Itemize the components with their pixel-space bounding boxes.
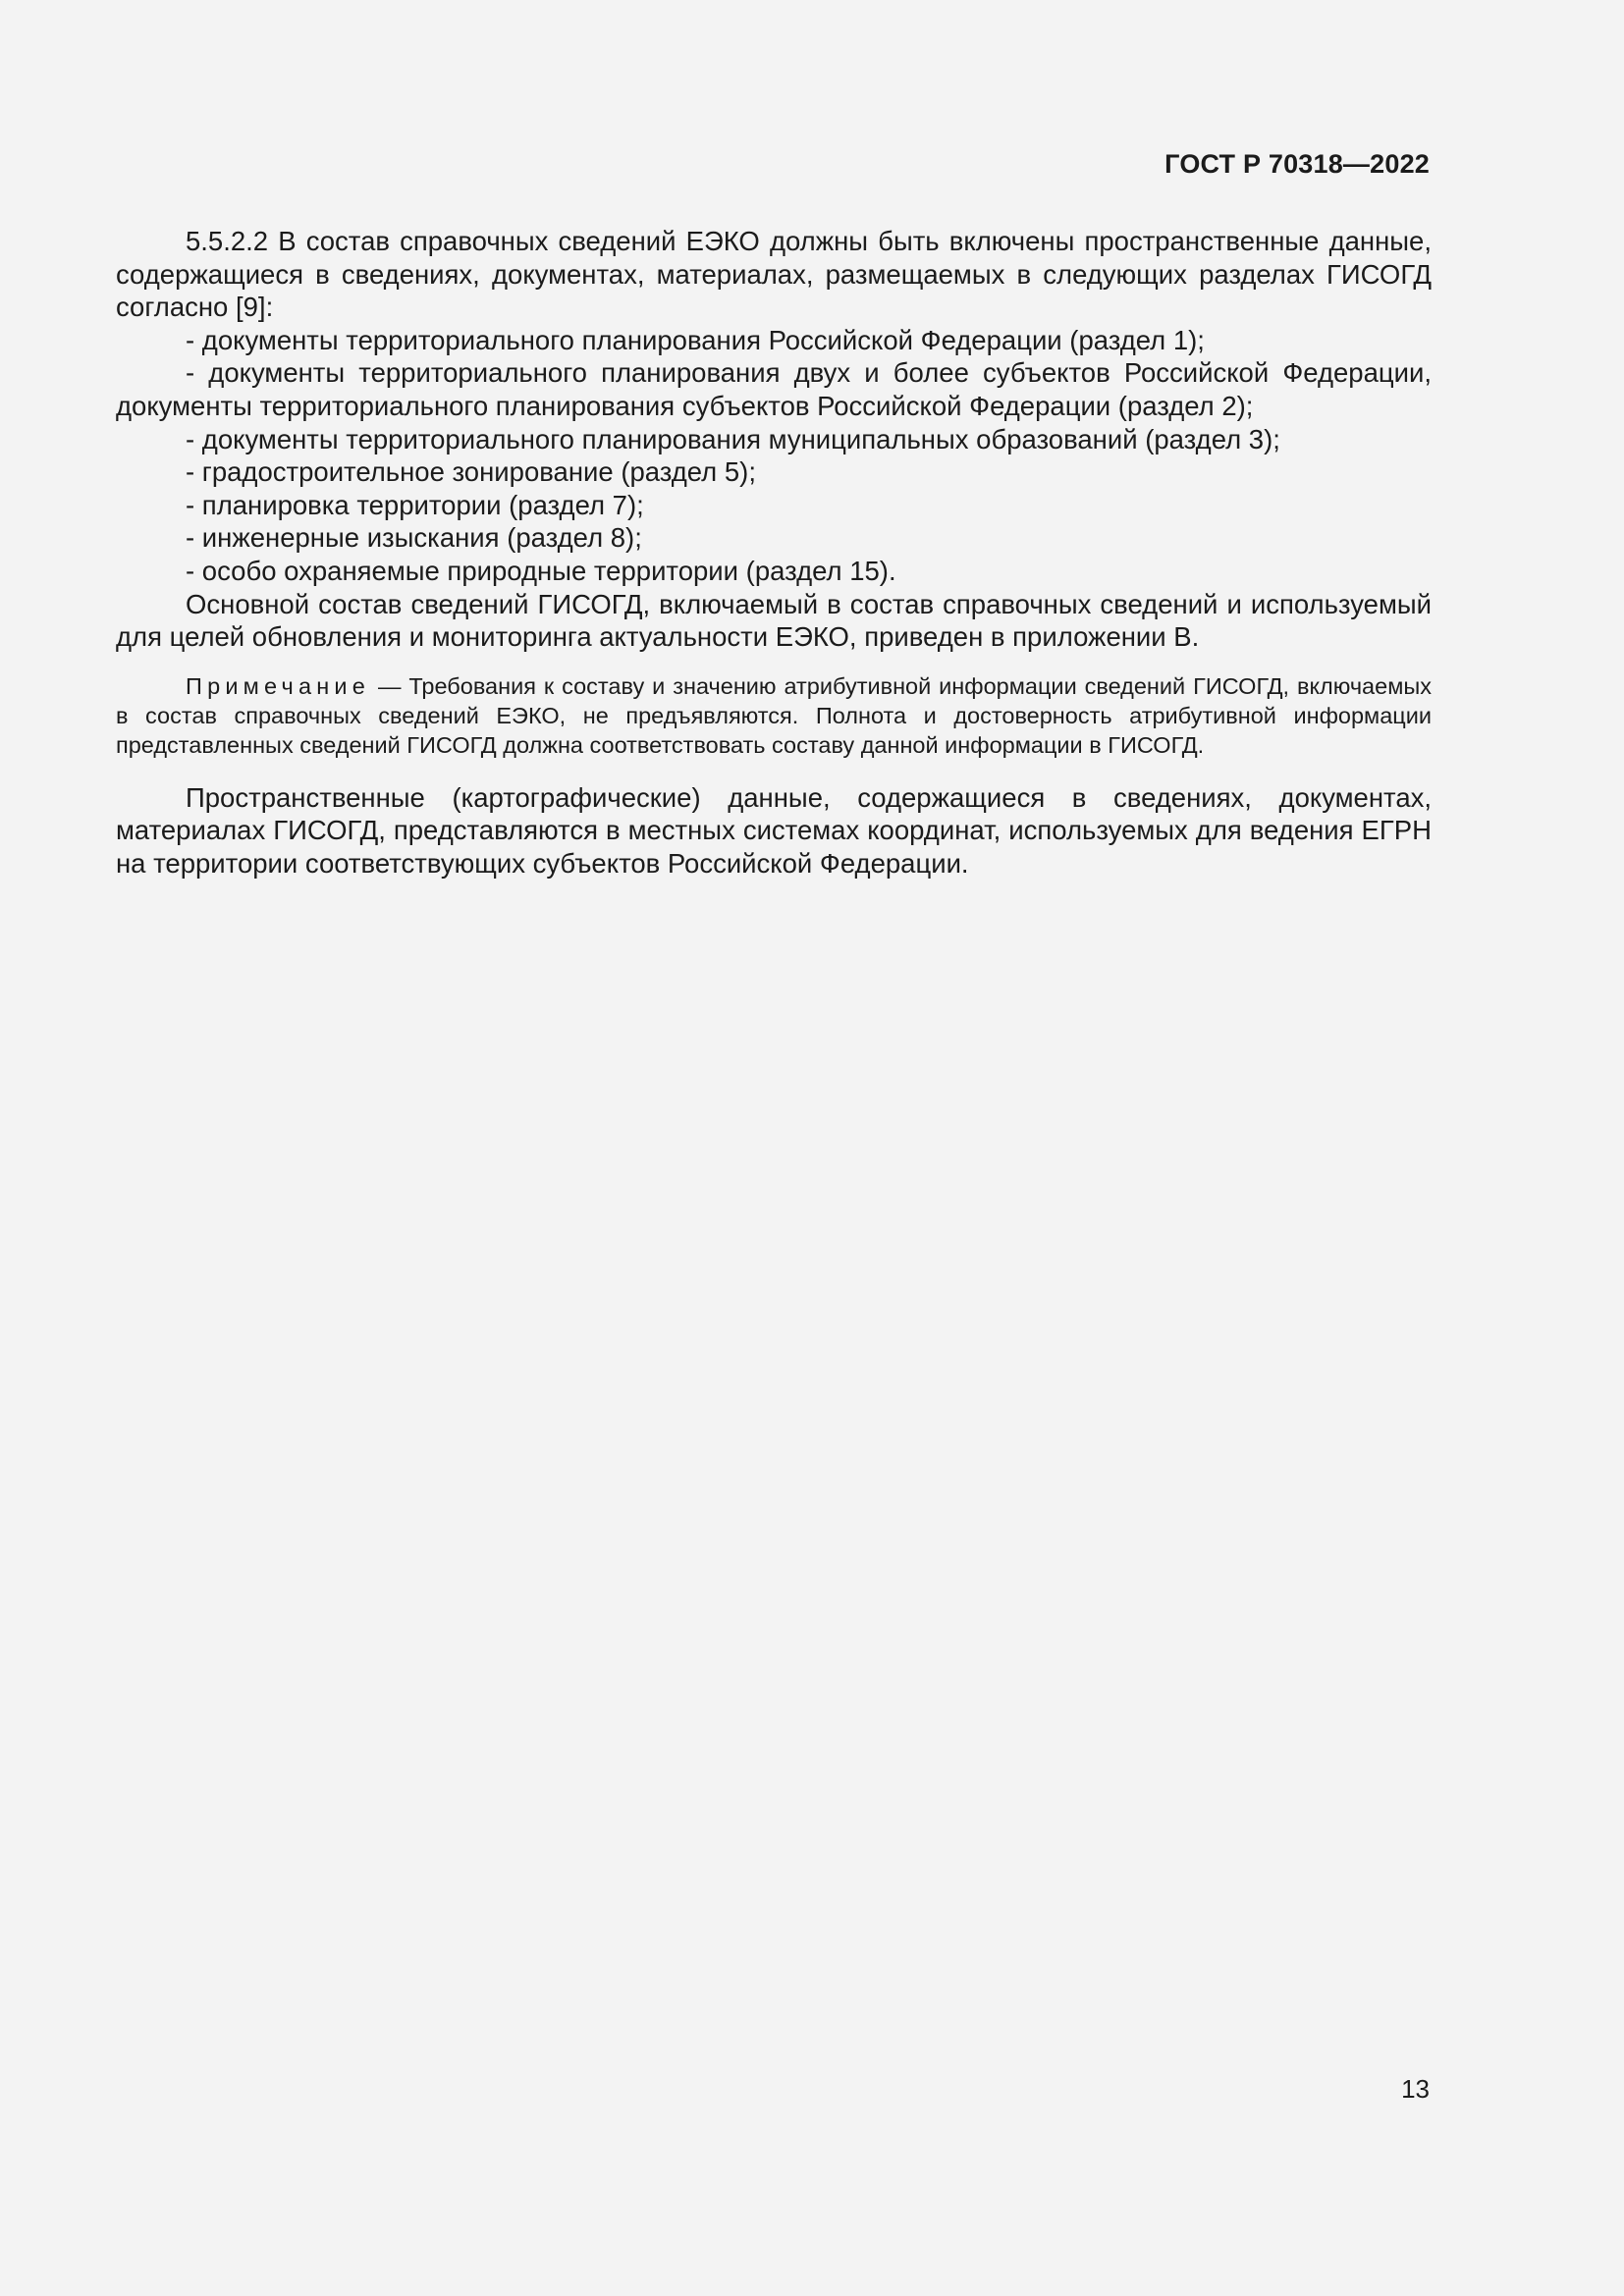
standard-header: ГОСТ Р 70318—2022 [1164, 149, 1430, 179]
list-item: - особо охраняемые природные территории (раздел 15). [186, 555, 896, 586]
note-text: — Требования к составу и значению атрибутивной информации сведений ГИСОГД, включаемых в состав справочных сведений ЕЭКО, не предъявляются. Полнота и достоверность атрибутивной информации представленных сведений ГИСОГД должна соответствовать составу данной информации в ГИСОГД. [116, 672, 1432, 758]
list-item: - документы территориального планирования Российской Федерации (раздел 1); [186, 324, 1205, 355]
note-paragraph [116, 671, 1432, 760]
page-number: 13 [1401, 2074, 1430, 2104]
list-item: - планировка территории (раздел 7); [186, 489, 644, 520]
list-item: - документы территориального планирования муниципальных образований (раздел 3); [186, 423, 1280, 454]
note-label: Примечание [186, 672, 371, 699]
intro-paragraph: 5.5.2.2 В состав справочных сведений ЕЭКО должны быть включены пространственные данные, содержащиеся в сведениях, документах, материалах, размещаемых в следующих разделах ГИСОГД согласно [9]: [116, 226, 1432, 323]
main-composition-paragraph: Основной состав сведений ГИСОГД, включаемый в состав справочных сведений и используемый для целей обновления и мониторинга актуальности ЕЭКО, приведен в приложении В. [116, 588, 1432, 653]
document-body [116, 225, 1432, 881]
spatial-data-paragraph: Пространственные (картографические) данные, содержащиеся в сведениях, документах, материалах ГИСОГД, представляются в местных системах координат, используемых для ведения ЕГРН на территории соответствующих субъектов Российской Федерации. [116, 781, 1432, 879]
list-item: - инженерные изыскания (раздел 8); [186, 522, 642, 554]
list-item: - градостроительное зонирование (раздел 5); [186, 456, 756, 488]
list-item: - документы территориального планирования двух и более субъектов Российской Федерации, документы территориального планирования субъектов Российской Федерации (раздел 2); [116, 357, 1432, 421]
